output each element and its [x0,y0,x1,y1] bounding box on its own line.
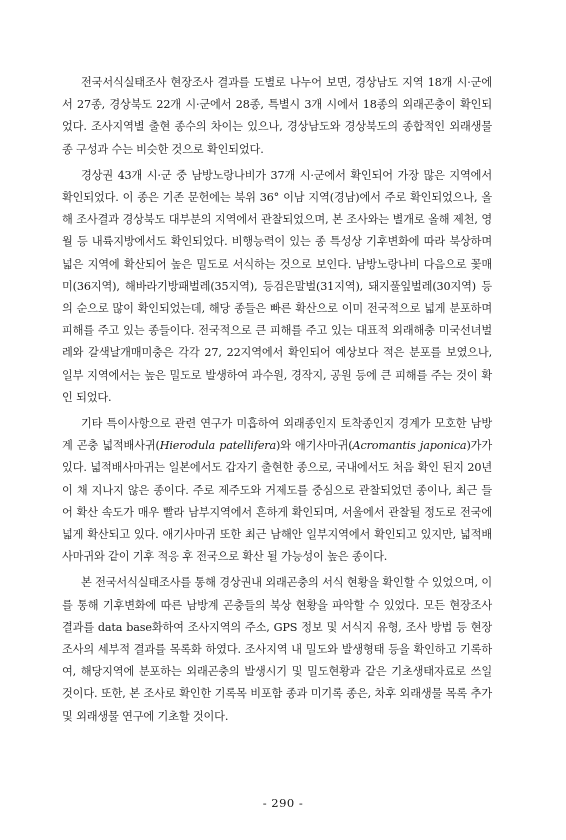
scientific-name: Hierodula patellifera [159,439,277,453]
paragraph-gyeongsang-species: 경상권 43개 시·군 중 남방노랑나비가 37개 시·군에서 확인되어 가장 많은 지역에서 확인되었다. 이 종은 기존 문헌에는 북위 36° 이남 지역(경남)에서 주로 확인되었으나, 올해 조사결과 경상북도 대부분의 지역에서 관찰되었으며, 본 조사와는 별개로 올해 제천, 영월 등 내륙지방에서도 확인되었다. 비행능력이 있는 종 특성상 기후변화에 따라 북상하며 넓은 지역에 확산되어 높은 밀도로 서식하는 것으로 보인다. 남방노랑나비 다음으로 꽃매미(36지역), 해바라기방패벌레(35지역), 등검은말벌(31지역), 돼지풀잎벌레(30지역) 등의 순으로 많이 확인되었는데, 해당 종들은 빠른 확산으로 이미 전국적으로 넓게 분포하며 피해를 주고 있는 종들이다. 전국적으로 큰 피해를 주고 있는 대표적 외래해충 미국선녀벌레와 갈색날개매미충은 각각 27, 22지역에서 확인되어 예상보다 적은 분포를 보였으나, 일부 지역에서는 높은 밀도로 발생하여 과수원, 경작지, 공원 등에 큰 피해를 주는 것이 확인 되었다. [62,168,492,404]
body-text [62,72,492,728]
paragraph-text: )가가 있다. 넓적배사마귀는 일본에서도 갑자기 출현한 종으로, 국내에서도 처음 확인 된지 20년이 채 지나지 않은 종이다. 주로 제주도와 거제도를 중심으로 관찰되었던 종이나, 최근 들어 확산 속도가 매우 빨라 남부지역에서 흔하게 확인되며, 서울에서 관찰될 정도로 전국에 넓게 확산되고 있다. 애기사마귀 또한 최근 남해안 일부지역에서 확인되고 있지만, 넓적배사마귀와 같이 기후 적응 후 전국으로 확산 될 가능성이 높은 종이다. [62,439,492,564]
paragraph-text: 기타 특이사항으로 관련 연구가 미흡하여 외래종인지 토착종인지 경계가 모호한 남방계 곤충 넓적배사귀( [62,417,492,453]
paragraph-mantis-notes [62,413,492,568]
page-number: - 290 - [262,796,304,810]
paragraph-conclusion: 본 전국서식실태조사를 통해 경상권내 외래곤충의 서식 현황을 확인할 수 있었으며, 이를 통해 기후변화에 따른 남방계 곤충들의 북상 현황을 파악할 수 있었다. 모든 현장조사 결과를 data base화하여 조사지역의 주소, GPS 정보 및 서식지 유형, 조사 방법 등 현장조사의 세부적 결과를 목록화 하였다. 조사지역 내 밀도와 발생형태 등을 확인하고 기록하여, 해당지역에 분포하는 외래곤충의 발생시기 및 밀도현황과 같은 기초생태자료로 쓰일 것이다. 또한, 본 조사로 확인한 기록목 비포함 종과 미기록 종은, 차후 외래생물 목록 추가 및 외래생물 연구에 기초할 것이다. [62,576,492,723]
scientific-name: Acromantis japonica [352,439,467,453]
paragraph-text: )와 애기사마귀( [276,439,353,453]
paragraph-survey-results: 전국서식실태조사 현장조사 결과를 도별로 나누어 보면, 경상남도 지역 18개 시·군에서 27종, 경상북도 22개 시·군에서 28종, 특별시 3개 시에서 18종의 외래곤충이 확인되었다. 조사지역별 출현 종수의 차이는 있으나, 경상남도와 경상북도의 종합적인 외래생물 종 구성과 수는 비슷한 것으로 확인되었다. [62,76,492,156]
